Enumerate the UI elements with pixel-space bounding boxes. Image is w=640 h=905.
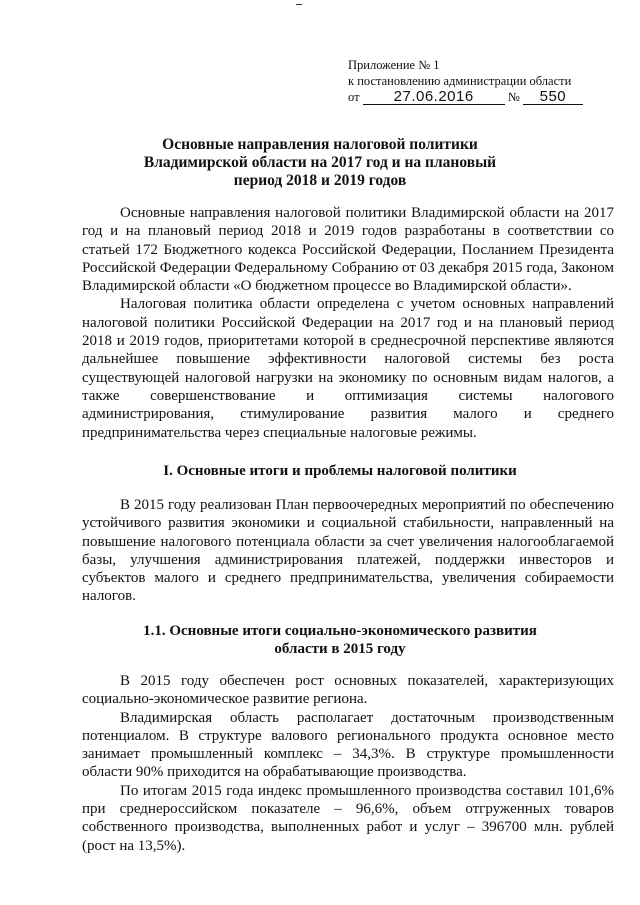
annex-title: Приложение № 1 — [348, 58, 440, 72]
section-1-1-paragraph-1: В 2015 году обеспечен рост основных показателей, характеризующих социально-экономическое развитие региона. — [82, 673, 614, 708]
intro-paragraph-1: Основные направления налоговой политики Владимирской области на 2017 год и на плановый период 2018 и 2019 годов разработаны в соответствии со статьей 172 Бюджетного кодекса Российской Федерации, Посланием Президента Российской Федерации Федеральному Собранию от 03 декабря 2015 года, Законом Владимирской области «О бюджетном процессе во Владимирской области». — [82, 205, 614, 295]
section-1-1-paragraph-3: По итогам 2015 года индекс промышленного производства составил 101,6% при среднероссийском показателе – 96,6%, объем отгруженных товаров собственного производства, выполненных работ и услуг – 396700 млн. рублей (рост на 13,5%). — [82, 782, 614, 854]
annex-reference: к постановлению администрации области — [348, 74, 572, 88]
number-prefix: № — [507, 90, 520, 104]
section-1-1-heading-line-2: области в 2015 году — [274, 641, 406, 657]
intro-section — [82, 204, 614, 442]
scan-mark — [296, 4, 302, 5]
section-1-1-body — [82, 672, 614, 855]
date-prefix: от — [348, 90, 360, 104]
date-value: 27.06.2016 — [393, 88, 474, 105]
title-line-3: период 2018 и 2019 годов — [233, 172, 407, 189]
title-line-1: Основные направления налоговой политики — [162, 136, 478, 153]
intro-paragraph-2: Налоговая политика области определена с учетом основных направлений налоговой политики Российской Федерации на 2017 год и на плановый период 2018 и 2019 годов, приоритетами которой в среднесрочной перспективе являются дальнейшее повышение эффективности налоговой системы без роста существующей налоговой нагрузки на экономику по основным видам налогов, а также совершенствование и оптимизация системы налогового администрирования, стимулирование развития малого и среднего предпринимательства через специальные налоговые режимы. — [82, 296, 614, 441]
section-1-paragraph-1: В 2015 году реализован План первоочередных мероприятий по обеспечению устойчивого развития экономики и социальной стабильности, направленный на повышение налогового потенциала области за счет увеличения налогооблагаемой базы, улучшения администрирования платежей, поддержки инвесторов и субъектов малого и среднего предпринимательства, увеличения собираемости налогов. — [82, 497, 614, 605]
annex-block — [348, 57, 618, 105]
number-underline — [523, 90, 583, 105]
title-line-2: Владимирской области на 2017 год и на плановый — [143, 154, 497, 171]
section-1-1-heading — [110, 622, 570, 658]
section-1-heading: I. Основные итоги и проблемы налоговой политики — [163, 463, 517, 479]
section-1-body — [82, 496, 614, 606]
annex-date-number — [348, 89, 618, 105]
section-1-1-heading-line-1: 1.1. Основные итоги социально-экономического развития — [143, 623, 537, 639]
date-underline — [363, 90, 505, 105]
document-title — [120, 136, 520, 190]
section-1-1-paragraph-2: Владимирская область располагает достаточным производственным потенциалом. В структуре валового регионального продукта основное место занимает промышленный комплекс – 34,3%. В структуре промышленности области 90% приходится на обрабатывающие производства. — [82, 709, 614, 781]
number-value: 550 — [539, 88, 567, 105]
